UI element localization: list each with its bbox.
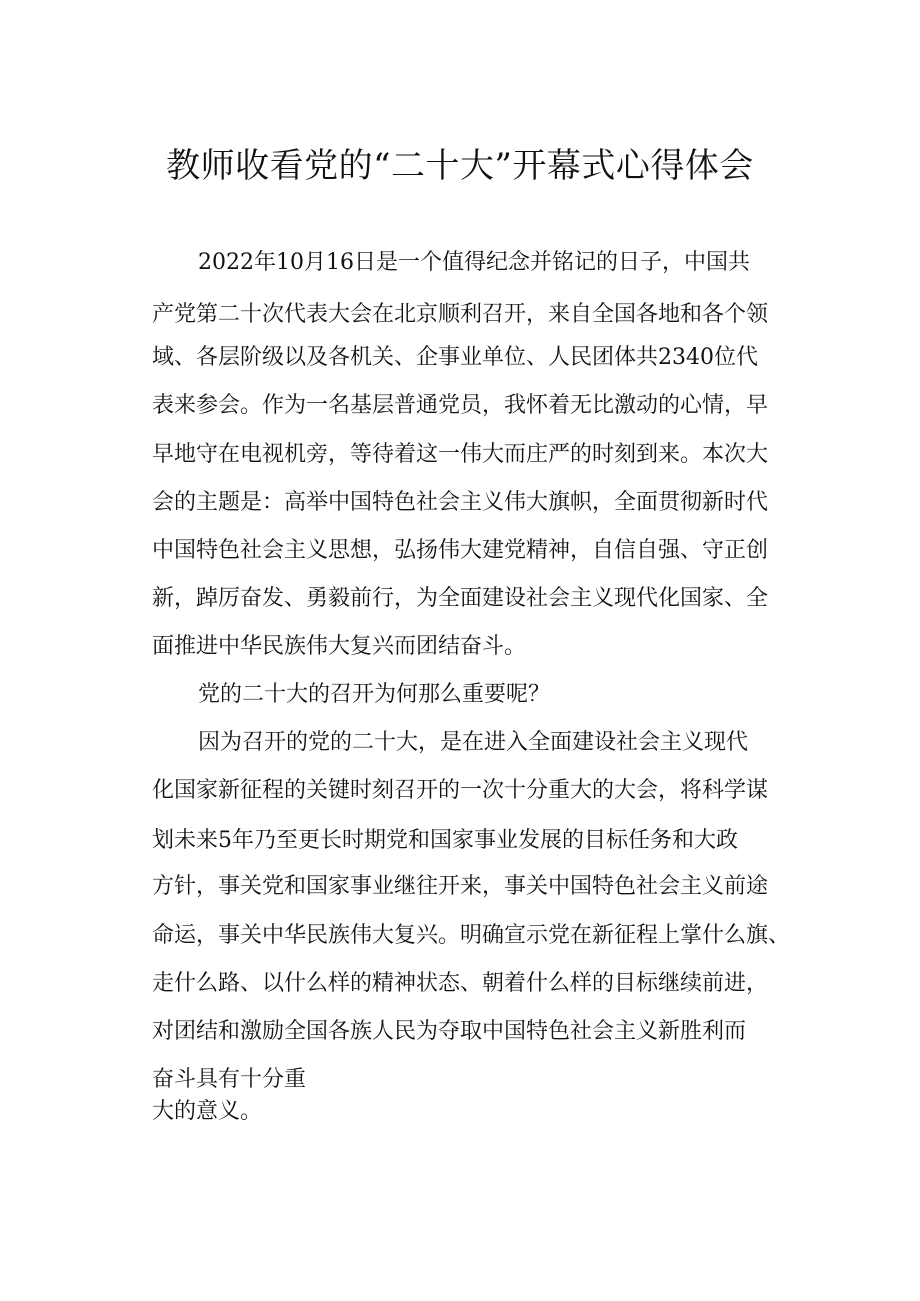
paragraph-line: 域、各层阶级以及各机关、企事业单位、人民团体共2340位代 [152, 345, 758, 370]
paragraph-line: 因为召开的党的二十大，是在进入全面建设社会主义现代 [198, 730, 749, 755]
paragraph-line: 划未来5年乃至更长时期党和国家事业发展的目标任务和大政 [152, 828, 738, 853]
paragraph-line: 命运，事关中华民族伟大复兴。明确宣示党在新征程上掌什么旗、 [152, 923, 791, 948]
paragraph-line: 奋斗具有十分重 [152, 1067, 307, 1092]
question-line: 党的二十大的召开为何那么重要呢？ [198, 682, 551, 707]
paragraph-line: 中国特色社会主义思想，弘扬伟大建党精神，自信自强、守正创 [152, 538, 769, 563]
paragraph-line: 新，踔厉奋发、勇毅前行，为全面建设社会主义现代化国家、全 [152, 586, 769, 611]
paragraph-line: 产党第二十次代表大会在北京顺利召开，来自全国各地和各个领 [152, 302, 769, 327]
paragraph-line: 大的意义。 [152, 1099, 263, 1124]
paragraph-line: 表来参会。作为一名基层普通党员，我怀着无比激动的心情，早 [152, 393, 769, 418]
paragraph-line: 化国家新征程的关键时刻召开的一次十分重大的大会，将科学谋 [152, 778, 769, 803]
paragraph-line: 方针，事关党和国家事业继往开来，事关中国特色社会主义前途 [152, 874, 769, 899]
paragraph-line: 面推进中华民族伟大复兴而团结奋斗。 [152, 634, 527, 659]
paragraph-line: 早地守在电视机旁，等待着这一伟大而庄严的时刻到来。本次大 [152, 442, 769, 467]
paragraph-line: 2022年10月16日是一个值得纪念并铭记的日子，中国共 [198, 250, 750, 275]
paragraph-line: 对团结和激励全国各族人民为夺取中国特色社会主义新胜利而 [152, 1019, 747, 1044]
paragraph-line: 走什么路、以什么样的精神状态、朝着什么样的目标继续前进， [152, 971, 769, 996]
document-title: 教师收看党的“二十大”开幕式心得体会 [166, 146, 754, 186]
paragraph-line: 会的主题是：高举中国特色社会主义伟大旗帜，全面贯彻新时代 [152, 490, 769, 515]
